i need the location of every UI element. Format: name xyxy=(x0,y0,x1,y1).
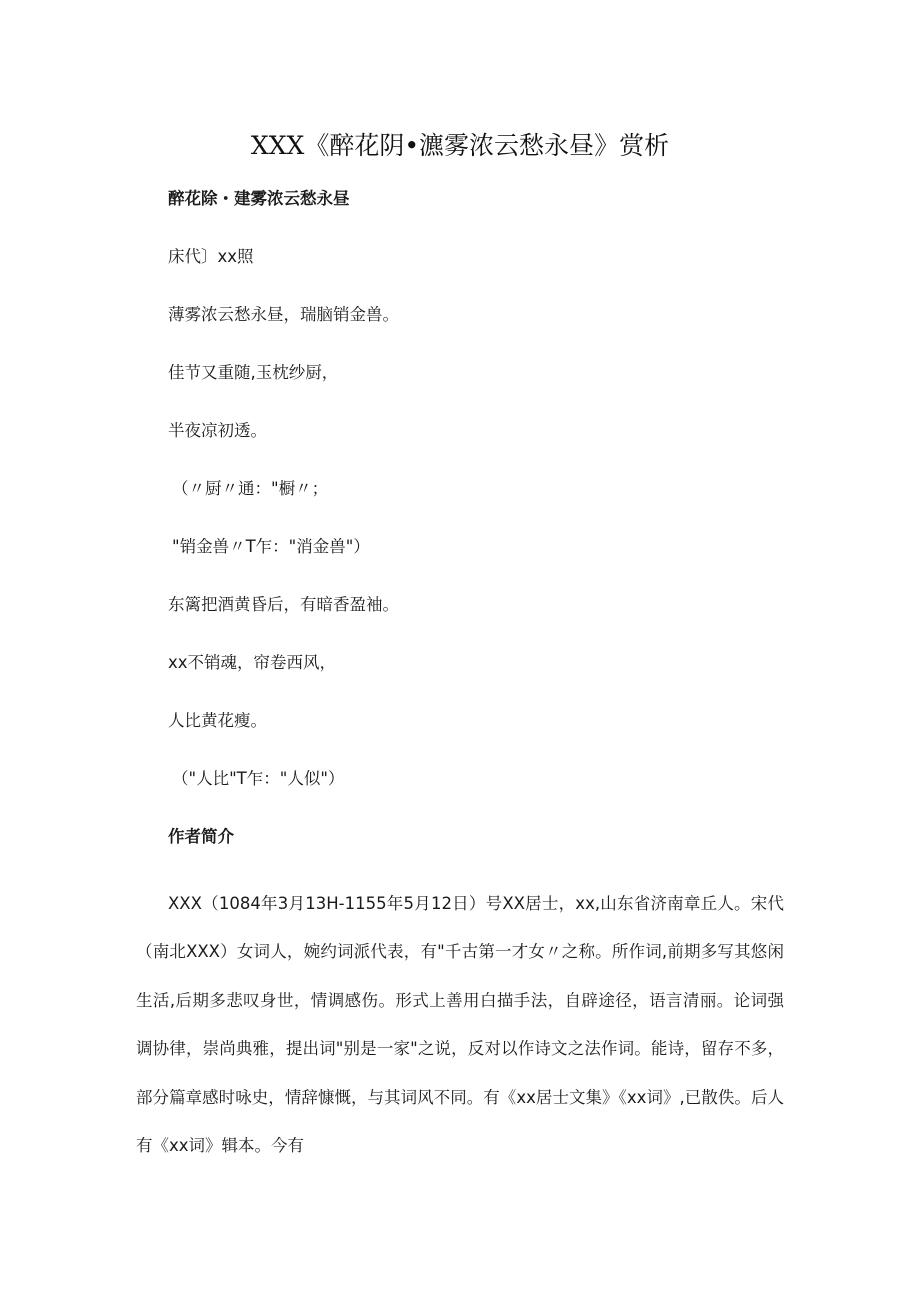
author-line: 床代〕xx照 xyxy=(168,247,254,266)
poem-note: "销金兽〃T乍："消金兽"） xyxy=(172,537,370,556)
poem-line: 人比黄花瘦。 xyxy=(168,711,267,730)
bio-heading: 作者简介 xyxy=(168,827,234,846)
poem-line: 半夜凉初透。 xyxy=(168,421,267,440)
poem-line: 薄雾浓云愁永昼，瑞脑销金兽。 xyxy=(168,305,399,324)
poem-note: （"人比"T乍："人似"） xyxy=(172,769,345,788)
poem-line: 佳节又重随,玉枕纱厨， xyxy=(168,363,339,382)
poem-line: xx不销魂，帘卷西风， xyxy=(168,653,337,672)
document-title: XXX《醉花阴•瀌雾浓云愁永昼》赏析 xyxy=(250,131,670,160)
bio-paragraph: XXX（1084年3月13H-1155年5月12日）号XX居士，xx,山东省济南章丘人。宋代（南北XXX）女词人，婉约词派代表，有"千古第一才女〃之称。所作词,前期多写其悠闲生活,后期多悲叹身世，情调感伤。形式上善用白描手法，自辟途径，语言清丽。论词强调协律，崇尚典雅，提出词"别是一家"之说，反对以作诗文之法作词。能诗，留存不多，部分篇章感时咏史，情辞慷慨，与其词风不同。有《xx居士文集》《xx词》,已散佚。后人有《xx词》辑本。今有 xyxy=(136,894,784,1156)
poem-line: 东篱把酒黄昏后，有暗香盈袖。 xyxy=(168,595,399,614)
poem-note: （〃厨〃通："橱〃； xyxy=(172,479,329,498)
poem-heading: 醉花除・建雾浓云愁永昼 xyxy=(168,189,350,208)
